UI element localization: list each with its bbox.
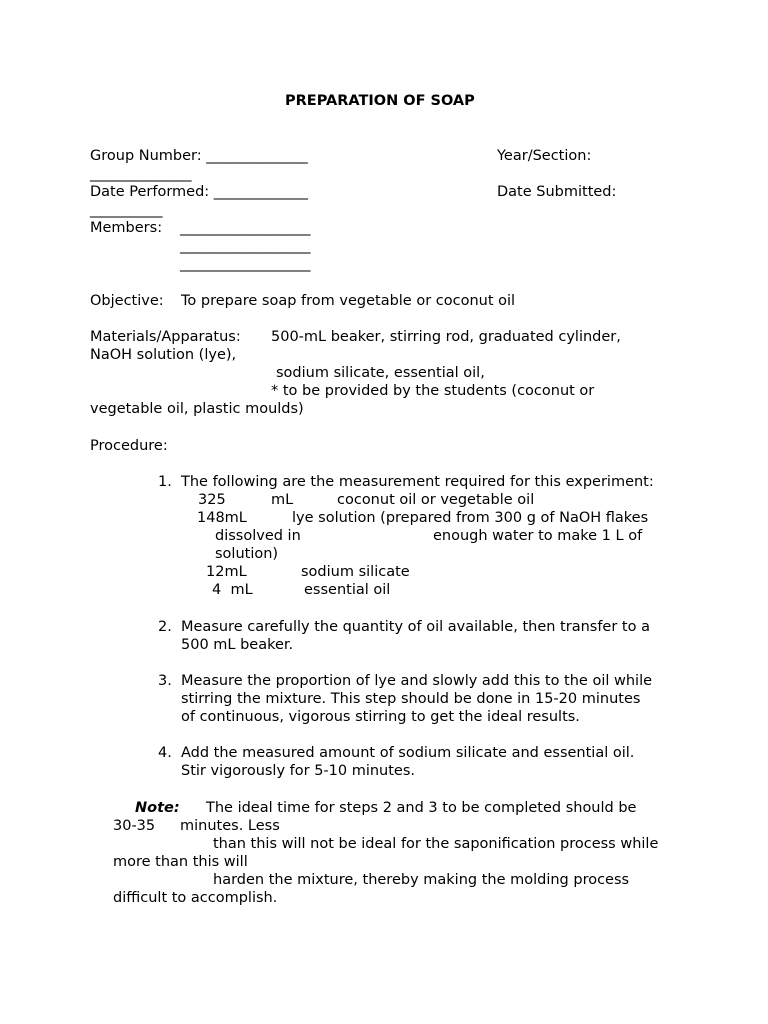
- step-text: Add the measured amount of sodium silicate and essential oil.: [181, 745, 635, 761]
- measurement-qty: 12mL: [206, 564, 247, 580]
- measurement-item: lye solution (prepared from 300 g of NaOH flakes: [292, 510, 649, 526]
- note-text: 30-35: [113, 818, 156, 834]
- objective-label: Objective:: [90, 293, 164, 309]
- year-section-field: Year/Section:: [497, 148, 592, 164]
- note-label: Note:: [135, 800, 180, 816]
- page-title: PREPARATION OF SOAP: [285, 93, 475, 109]
- note-text: harden the mixture, thereby making the molding process: [213, 872, 630, 888]
- group-number-underline: ______________: [90, 166, 192, 182]
- group-number-field: Group Number: ______________: [90, 148, 308, 164]
- step-text: 500 mL beaker.: [181, 637, 294, 653]
- materials-line: sodium silicate, essential oil,: [276, 365, 485, 381]
- date-performed-underline: __________: [90, 202, 163, 218]
- step-text: Measure the proportion of lye and slowly add this to the oil while: [181, 673, 653, 689]
- step-text: of continuous, vigorous stirring to get the ideal results.: [181, 709, 580, 725]
- date-submitted-field: Date Submitted:: [497, 184, 617, 200]
- step-text: Measure carefully the quantity of oil available, then transfer to a: [181, 619, 650, 635]
- note-text: than this will not be ideal for the saponification process while: [213, 836, 659, 852]
- note-text: The ideal time for steps 2 and 3 to be completed should be: [206, 800, 637, 816]
- materials-line: 500-mL beaker, stirring rod, graduated cylinder,: [271, 329, 621, 345]
- materials-label: Materials/Apparatus:: [90, 329, 241, 345]
- measurement-item: essential oil: [304, 582, 391, 598]
- step-text: The following are the measurement required for this experiment:: [181, 474, 654, 490]
- measurement-item-cont: enough water to make 1 L of: [433, 528, 643, 544]
- step-number: 3.: [158, 673, 172, 689]
- members-line: __________________: [180, 220, 311, 236]
- measurement-unit: mL: [271, 492, 294, 508]
- measurement-item-cont: solution): [215, 546, 279, 562]
- members-line: __________________: [180, 238, 311, 254]
- materials-line: * to be provided by the students (coconut or: [271, 383, 595, 399]
- step-number: 1.: [158, 474, 172, 490]
- measurement-item-cont: dissolved in: [215, 528, 301, 544]
- procedure-label: Procedure:: [90, 438, 168, 454]
- measurement-qty: 325: [198, 492, 226, 508]
- materials-line: NaOH solution (lye),: [90, 347, 237, 363]
- note-text: difficult to accomplish.: [113, 890, 278, 906]
- note-text: minutes. Less: [180, 818, 280, 834]
- step-text: stirring the mixture. This step should be done in 15-20 minutes: [181, 691, 641, 707]
- measurement-item: sodium silicate: [301, 564, 410, 580]
- members-label: Members:: [90, 220, 163, 236]
- step-number: 4.: [158, 745, 172, 761]
- note-text: more than this will: [113, 854, 248, 870]
- measurement-qty: 148mL: [197, 510, 247, 526]
- measurement-item: coconut oil or vegetable oil: [337, 492, 535, 508]
- measurement-qty: 4 mL: [212, 582, 253, 598]
- date-performed-field: Date Performed: _____________: [90, 184, 309, 200]
- objective-text: To prepare soap from vegetable or coconut oil: [181, 293, 516, 309]
- materials-line: vegetable oil, plastic moulds): [90, 401, 304, 417]
- step-text: Stir vigorously for 5-10 minutes.: [181, 763, 416, 779]
- members-line: __________________: [180, 256, 311, 272]
- step-number: 2.: [158, 619, 172, 635]
